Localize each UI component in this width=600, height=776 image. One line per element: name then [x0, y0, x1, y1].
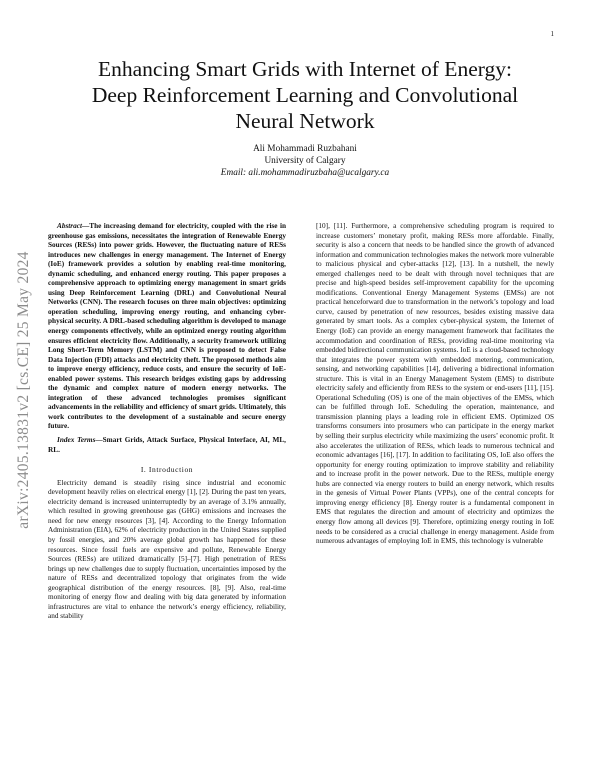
paper-title: [55, 56, 555, 134]
author-email: Email: ali.mohammadiruzbaha@ucalgary.ca: [220, 168, 390, 178]
right-column: [316, 222, 554, 547]
intro-continued: [10], [11]. Furthermore, a comprehensive scheduling program is required to increase customers’ monetary profit, making RESs more affordable. Finally, security is also a concern that needs to be handled since the growth of advanced information and communication technologies makes the network more vulnerable to malicious physical and cyber-attacks [12], [13]. In a nutshell, the newly emerged challenges need to be dealt with through novel techniques that are precise and high-speed besides self-improvement capability for the upcoming modifications. Conventional Energy Management Systems (EMSs) are not practical henceforward due to transformation in the network’s topology and load curve, caused by penetration of new resources, besides existing massive data generated by smart tools. As a complex cyber-physical system, the Internet of Energy (IoE) can provide an energy management framework that facilitates the accommodation and coordination of RESs, providing real-time monitoring via embedded bidirectional communication systems. IoE is a cloud-based technology that integrates the power system with embedded metering, communication, sensing, and networking capabilities [14], delivering a bidirectional information structure. This is vital in an Energy Management System (EMS) to distribute electricity safely and efficiently from RESs to the system or end-users [11], [15]. Operational Scheduling (OS) is one of the main objectives of the EMSs, which can be fulfilled through IoE. Scheduling the operation, maintenance, and transmission planning plays a leading role in efficient EMS. Optimized OS transforms consumers into prosumers who can participate in the energy market by selling their surplus electricity while maximizing the users’ economic profit. It also accelerates the utilization of RESs, which leads to numerous technical and economic advantages [16], [17]. In addition to facilitating OS, IoE also offers the opportunity for energy routing optimization to improve stability and reliability and to increase profit in the power network. Due to the RESs, multiple energy hubs are connected via energy routers to build an energy network, which results in the genesis of Virtual Power Plants (VPPs), one of the central concepts for improving energy efficiency [8]. Energy router is a fundamental component in EMS that regulates the direction and amount of electricity and optimizes the energy flow among all devices [9]. Therefore, optimizing energy routing in IoE needs to be considered as a crucial challenge in energy management. Aside from numerous advantages of employing IoE in EMS, this technology is vulnerable: [316, 222, 554, 546]
abstract: [48, 222, 286, 432]
abstract-text: —The increasing demand for electricity, coupled with the rise in greenhouse gas emissions, necessitates the integration of Renewable Energy Sources (RESs) into power grids. However, the fluctuating nature of RESs introduces new challenges in energy management. The Internet of Energy (IoE) framework provides a solution by enabling real-time monitoring, dynamic scheduling, and enhanced energy routing. This paper proposes a comprehensive approach to optimizing energy management in smart grids using Deep Reinforcement Learning (DRL) and Convolutional Neural Networks (CNN). The research focuses on three main objectives: optimizing operation scheduling, improving energy routing, and enhancing cyber-physical security. A DRL-based scheduling algorithm is developed to manage energy components effectively, while an optimized energy routing algorithm ensures efficient electricity flow. Additionally, a security framework utilizing Long Short-Term Memory (LSTM) and CNN is proposed to detect False Data Injection (FDI) attacks and electricity theft. The proposed methods aim to improve energy efficiency, reduce costs, and ensure the security of IoE-enabled power systems. This research bridges existing gaps by addressing the dynamic and complex nature of modern energy networks. The integration of these advanced technologies promises significant advancements in the reliability and efficiency of smart grids. Ultimately, this work contributes to the development of a sustainable and secure energy future.: [48, 222, 286, 431]
index-terms-text: —Smart Grids, Attack Surface, Physical Interface, AI, ML, RL.: [48, 436, 286, 454]
arxiv-stamp: [10, 200, 38, 580]
author-affiliation: University of Calgary: [264, 156, 346, 166]
abstract-label: Abstract: [57, 222, 82, 230]
index-terms-label: Index Terms: [57, 436, 96, 445]
section-heading: I. Introduction: [140, 465, 194, 475]
title-line: Enhancing Smart Grids with Internet of Energy:: [98, 57, 512, 81]
author-block: [55, 143, 555, 179]
left-column: [48, 222, 286, 622]
index-terms: [48, 436, 286, 455]
page-number: 1: [550, 30, 554, 38]
author-name: Ali Mohammadi Ruzbahani: [253, 144, 357, 154]
arxiv-stamp-text: arXiv:2405.13831v2 [cs.CE] 25 May 2024: [15, 251, 32, 529]
title-line: Deep Reinforcement Learning and Convolutional: [91, 83, 519, 107]
intro-paragraph: Electricity demand is steadily rising since industrial and economic development heavily relies on electrical energy [1], [2]. During the past ten years, electricity demand is increased uninterruptedly by an average of 3.1% annually, which resulted in growing greenhouse gas (GHG) emissions and increases the need for new energy resources [3], [4]. According to the Energy Information Administration (EIA), 62% of electricity production in the United States supplied by fossil energies, and 20% average global growth has happened for these resources. Since fossil fuels are expensive and pollute, Renewable Energy Sources (RESs) are utilized dramatically [5]–[7]. High penetration of RESs brings up new challenges due to supply fluctuation, uncertainties imposed by the nature of RESs and decentralized topology that originates from the wide geographical distribution of the energy resources. [8], [9]. Also, real-time monitoring of energy flow and dealing with big data generated by information infrastructures are vital to enhance the network’s energy efficiency, reliability, and stability: [48, 478, 286, 621]
title-line: Neural Network: [235, 109, 375, 133]
